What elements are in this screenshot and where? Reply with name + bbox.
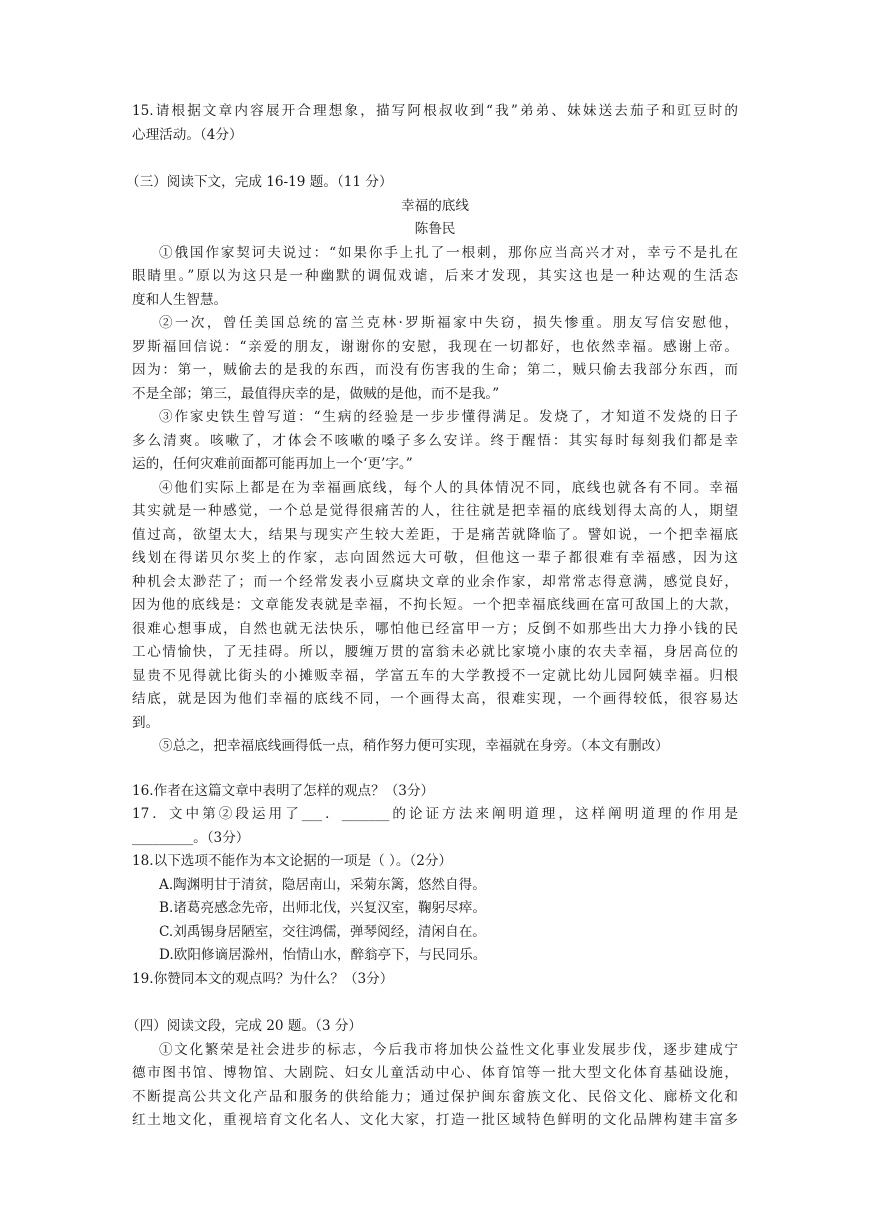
paragraph-line: 德市图书馆、博物馆、大剧院、妇女儿童活动中心、体育馆等一批大型文化体育基础设施， <box>132 1065 738 1081</box>
paragraph-line: 到。 <box>132 714 160 731</box>
section-4-header: （四）阅读文段，完成 20 题。（3 分） <box>126 1018 363 1034</box>
article-title: 幸福的底线 <box>401 197 469 214</box>
paragraph-4 <box>132 477 738 736</box>
paragraph-line: ④他们实际上都是在为幸福画底线，每个人的具体情况不同，底线也就各有不同。幸福 <box>159 479 738 496</box>
paragraph-line: 线划在得诺贝尔奖上的作家，志向固然远大可敬，但他这一辈子都很难有幸福感，因为这 <box>132 550 738 566</box>
q18-option-c: C.刘禹锡身居陋室，交往鸿儒，弹琴阅经，清闲自在。 <box>159 923 486 940</box>
paragraph-5: ⑤总之，把幸福底线画得低一点，稍作努力便可实现，幸福就在身旁。（本文有删改） <box>159 738 669 754</box>
question-17 <box>132 803 738 850</box>
paragraph-line: ①俄国作家契诃夫说过：“如果你手上扎了一根刺，那你应当高兴才对，幸亏不是扎在 <box>159 244 738 261</box>
question-15 <box>132 100 738 147</box>
paragraph-line: 多么清爽。咳嗽了，才体会不咳嗽的嗓子多么安详。终于醒悟：其实每时每刻我们都是幸 <box>132 432 738 449</box>
paragraph-line: 不是全部；第三，最值得庆幸的是，做贼的是他，而不是我。” <box>132 385 500 402</box>
paragraph-line: 不断提高公共文化产品和服务的供给能力；通过保护闽东畲族文化、民俗文化、廊桥文化和 <box>132 1088 738 1105</box>
article-author: 陈鲁民 <box>414 221 456 237</box>
paragraph-line: 显贵不见得就比街头的小摊贩幸福，学富五车的大学教授不一定就比幼儿园阿姨幸福。归根 <box>132 667 738 684</box>
paragraph-line: 结底，就是因为他们幸福的底线不同，一个画得太高，很难实现，一个画得较低，很容易达 <box>132 691 738 707</box>
paragraph-line: 很难心想事成，自然也就无法快乐，哪怕他已经富甲一方；反倒不如那些出大力挣小钱的民 <box>132 620 738 637</box>
paragraph-line: 其实就是一种感觉，一个总是觉得很痛苦的人，往往就是把幸福的底线划得太高的人，期望 <box>132 503 738 519</box>
paragraph-3 <box>132 406 738 477</box>
document-page <box>126 100 738 1133</box>
question-19: 19.你赞同本文的观点吗？为什么？（3分） <box>132 970 394 987</box>
q17-line: _________。（3分） <box>132 829 250 846</box>
paragraph-line: 运的，任何灾难前面都可能再加上一个‘更’字。” <box>132 456 413 472</box>
paragraph-line: ②一次，曾任美国总统的富兰克林·罗斯福家中失窃，损失惨重。朋友写信安慰他， <box>159 315 738 331</box>
q15-line: 15.请根据文章内容展开合理想象，描写阿根叔收到“我”弟弟、妹妹送去茄子和豇豆时的 <box>132 103 738 119</box>
paragraph-line: ③作家史铁生曾写道：“生病的经验是一步步懂得满足。发烧了，才知道不发烧的日子 <box>159 409 738 425</box>
paragraph-line: 眼睛里。”原以为这只是一种幽默的调侃戏谑，后来才发现，其实这也是一种达观的生活态 <box>132 268 738 284</box>
section-3 <box>126 171 738 759</box>
paragraph-line: 度和人生智慧。 <box>132 291 228 308</box>
section-3-header: （三）阅读下文，完成 16-19 题。（11 分） <box>126 174 393 190</box>
paragraph-line: 工心情愉快，了无挂碍。所以，腰缠万贯的富翁未必就比家境小康的农夫幸福，身居高位的 <box>132 644 738 660</box>
q18-option-b: B.诸葛亮感念先帝，出师北伐，兴复汉室，鞠躬尽瘁。 <box>159 900 486 916</box>
paragraph-line: 红土地文化，重视培育文化名人、文化大家，打造一批区域特色鲜明的文化品牌构建丰富多 <box>132 1112 738 1128</box>
paragraph-line: 罗斯福回信说：“亲爱的朋友，谢谢你的安慰，我现在一切都好，也依然幸福。感谢上帝。 <box>132 338 738 355</box>
q18-option-a: A.陶渊明甘于清贫，隐居南山，采菊东篱，悠然自得。 <box>159 876 486 893</box>
q15-line: 心理活动。（4分） <box>132 126 243 143</box>
section-4 <box>126 1015 738 1133</box>
paragraph-line: ①文化繁荣是社会进步的标志，今后我市将加快公益性文化事业发展步伐，逐步建成宁 <box>159 1041 738 1058</box>
question-16: 16.作者在这篇文章中表明了怎样的观点？（3分） <box>132 782 435 799</box>
paragraph-line: 值过高，欲望太大，结果与现实产生较大差距，于是痛苦就降临了。譬如说，一个把幸福底 <box>132 526 738 543</box>
q18-option-d: D.欧阳修谪居滁州，怡情山水，醉翁亭下，与民同乐。 <box>159 947 487 963</box>
question-18 <box>132 850 738 968</box>
paragraph-line: 因为：第一，贼偷去的是我的东西，而没有伤害我的生命；第二，贼只偷去我部分东西，而 <box>132 362 738 378</box>
paragraph-line: 因为他的底线是：文章能发表就是幸福，不拘长短。一个把幸福底线画在富可敌国上的大款， <box>132 597 738 613</box>
q17-line: 17．文中第②段运用了___．_______的论证方法来阐明道理，这样阐明道理的作用是 <box>132 806 738 822</box>
paragraph-2 <box>132 312 738 406</box>
q18-stem: 18.以下选项不能作为本文论据的一项是（ ）。（2分） <box>132 853 453 869</box>
paragraph-1 <box>132 242 738 313</box>
paragraph-line: 种机会太渺茫了；而一个经常发表小豆腐块文章的业余作家，却常常志得意满，感觉良好， <box>132 573 738 590</box>
